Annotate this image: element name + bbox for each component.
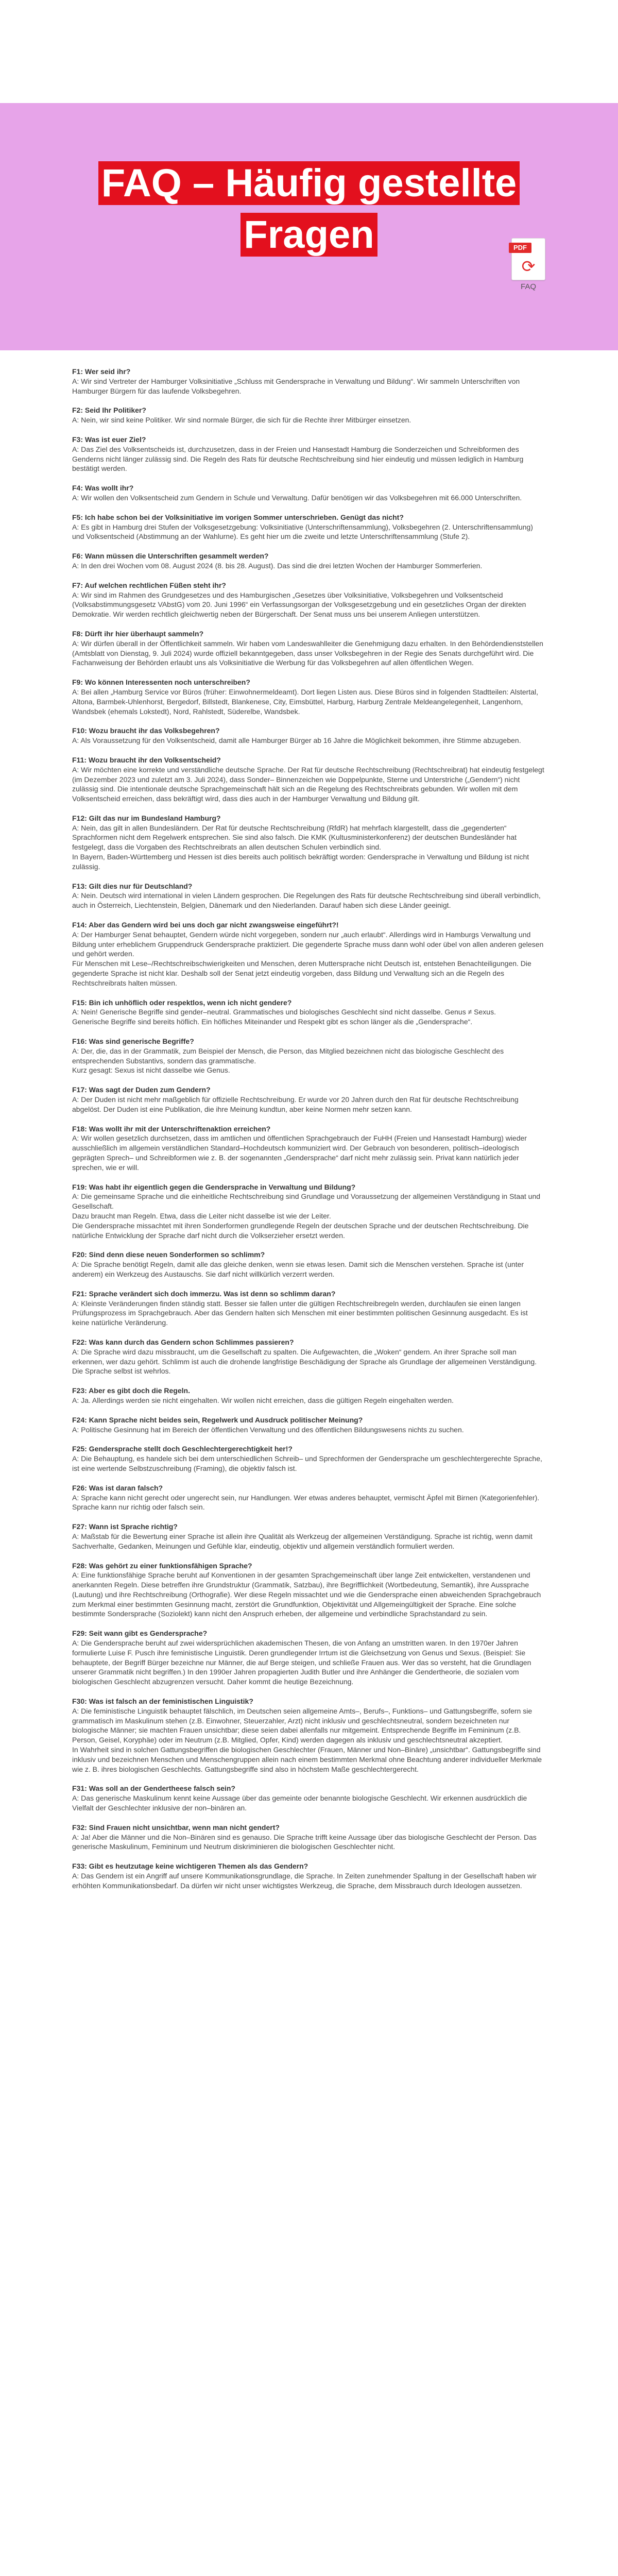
faq-answer: A: Eine funktionsfähige Sprache beruht auf Konventionen in der gesamten Sprachgemeinschaft über lange Zeit entwickelten, verstandenen und anerkannten Regeln. Diese betreffen ihre Grundstruktur (Grammatik, Satzbau), ihre Begrifflichkeit (Wortbedeutung, Semantik), ihre Aussprache (Lautung) und ihre Rechtschreibung (Orthografie). Wer diese Regeln missachtet und wie die Gendersprache einen abweichenden Sprachgebrauch zum Merkmal einer bestimmten Gesinnung macht, zerstört die Grundfunktion, Objektivität und Allgemeingültigkeit der Sprache. Eine solche bestimmte Sondersprache (Soziolekt) kann nicht den Anspruch erheben, der allgemeine und verbindliche Sprachstandard zu sein. [72,1571,541,1618]
faq-answer: A: Nein. Deutsch wird international in vielen Ländern gesprochen. Die Regelungen des Rats für deutsche Rechtschreibung sind überall verbindlich, auch in Österreich, Liechtenstein, Belgien, Dänemark und den Niederlanden. Darauf haben sich diese Länder geeinigt. [72,891,541,910]
faq-question: F1: Wer seid ihr? [72,367,131,376]
faq-question: F33: Gibt es heutzutage keine wichtigeren Themen als das Gendern? [72,1862,308,1871]
faq-answer: A: Wir wollen gesetzlich durchsetzen, dass im amtlichen und öffentlichen Sprachgebrauch der FuHH (Freien und Hansestadt Hamburg) wieder ausschließlich im allgemein verständlichen Standard–Hochdeutsch kommuniziert wird. Der Gebrauch von besonderen, politisch–ideologisch geprägten Sprech– und Schreibformen wie z. B. der sogenannten „Gendersprache“ darf nicht mehr zulässig sein. Privat kann natürlich jeder sprechen, wie er will. [72,1134,527,1172]
faq-answer: A: Maßstab für die Bewertung einer Sprache ist allein ihre Qualität als Werkzeug der allgemeinen Verständigung. Sprache ist richtig, wenn damit Sachverhalte, Gedanken, Meinungen und Gefühle klar, eindeutig, objektiv und allgemein verständlich formuliert werden. [72,1532,533,1550]
faq-answer: A: Der, die, das in der Grammatik, zum Beispiel der Mensch, die Person, das Mitglied bezeichnen nicht das biologische Geschlecht des entsprechenden Substantivs, sondern das grammatische. Kurz gesagt: Sexus ist nicht dasselbe wie Genus. [72,1046,504,1075]
faq-answer: A: In den drei Wochen vom 08. August 2024 (8. bis 28. August). Das sind die drei letzten Wochen der Hamburger Sommerferien. [72,561,483,570]
faq-item [72,1250,546,1279]
page-title-text: FAQ – Häufig gestellte Fragen [98,161,520,257]
faq-answer: A: Das Ziel des Volksentscheids ist, durchzusetzen, dass in der Freien und Hansestadt Hamburg die Sonderzeichen und Schreibformen des Genderns nicht länger zulässig sind. Die Regeln des Rats für deutsche Rechtschreibung sind hier eindeutig und müssen lediglich in Hamburg bestätigt werden. [72,445,524,473]
faq-item [72,1697,546,1774]
faq-answer: A: Wir sind im Rahmen des Grundgesetzes und des Hamburgischen „Gesetzes über Volksinitiative, Volksbegehren und Volksentscheid (Volksabstimmungsgesetz VAbstG) vom 20. Juni 1996“ ein Verfassungsorgan der Volksgesetzgebung und ein gesetzliches Organ der direkten Demokratie. Wir werden rechtlich gleichwertig neben der Bürgerschaft. Der Senat muss uns bei unserem Anliegen unterstützen. [72,590,526,619]
faq-item [72,1823,546,1852]
faq-question: F10: Wozu braucht ihr das Volksbegehren? [72,726,220,735]
faq-pdf-download-top[interactable] [508,238,549,291]
faq-answer: A: Die feministische Linguistik behauptet fälschlich, im Deutschen seien allgemeine Amts–, Berufs–, Funktions– und Gattungsbegriffe, sofern sie grammatisch im Maskulinum stehen (z.B. Einwohner, Steuerzahler, Arzt) nicht inklusiv und geschlechtsneutral, sondern bezeichneten nur biologische Männer; sie machten Frauen unsichtbar; diese seien dabei allenfalls nur mitgemeint. Entsprechende Begriffe im Femininum (z.B. Person, Geisel, Koryphäe) oder im Neutrum (z.B. Mitglied, Opfer, Kind) werden dagegen als inklusiv und geschlechtsneutral akzeptiert. In Wahrheit sind in solchen Gattungsbegriffen die biologischen Geschlechter (Frauen, Männer und Non–Binäre) „unsichtbar“. Gattungsbegriffe sind inklusiv und bezeichnen Menschen und Menschengruppen allein nach einem bestimmten Merkmal ohne Beachtung anderer individueller Merkmale wie z. B. ihres biologischen Geschlechts. Gattungsbegriffe sind also in höchstem Maße geschlechtergerecht. [72,1706,542,1773]
faq-answer: A: Die Sprache wird dazu missbraucht, um die Gesellschaft zu spalten. Die Aufgewachten, die „Woken“ gendern. An ihrer Sprache soll man erkennen, wer dazu gehört. Schlimm ist auch die drohende langfristige Beschädigung der Sprache als Grundlage der allgemeinen Verständigung. Die Sprache selbst ist wehrlos. [72,1347,537,1376]
acrobat-icon: ⟳ [521,257,536,276]
faq-item [72,1444,546,1473]
faq-answer: A: Ja. Allerdings werden sie nicht eingehalten. Wir wollen nicht erreichen, dass die gültigen Regeln eingehalten werden. [72,1396,454,1404]
page-title [98,158,520,261]
faq-answer: A: Nein, das gilt in allen Bundesländern. Der Rat für deutsche Rechtschreibung (RfdR) hat mehrfach klargestellt, dass die „gegenderten“ Sprachformen nicht dem Regelwerk entsprechen. Sie sind also falsch. Die KMK (Kultusministerkonferenz) der deutschen Bundesländer hat festgelegt, dass die Vorgaben des Rechtschreibrats an allen deutschen Schulen verbindlich sind. In Bayern, Baden-Württemberg und Hessen ist dies bereits auch politisch bekräftigt worden: Gendersprache in Verwaltung und Bildung ist nicht zulässig. [72,823,529,871]
faq-question: F2: Seid Ihr Politiker? [72,406,146,415]
faq-item [72,1182,546,1241]
faq-answer: A: Der Duden ist nicht mehr maßgeblich für offizielle Rechtschreibung. Er wurde vor 20 Jahren durch den Rat für deutsche Rechtschreibung abgelöst. Der Duden ist eine Publikation, die ihre Meinung kundtun, aber keine Normen mehr setzen kann. [72,1095,519,1113]
faq-item [72,882,546,910]
faq-question: F20: Sind denn diese neuen Sonderformen so schlimm? [72,1250,265,1259]
faq-item [72,920,546,988]
faq-question: F9: Wo können Interessenten noch unterschreiben? [72,678,250,687]
faq-item [72,1415,546,1435]
faq-answer: A: Es gibt in Hamburg drei Stufen der Volksgesetzgebung: Volksinitiative (Unterschriftensammlung), Volksbegehren (2. Unterschriftensammlung) und Volksentscheid (Abstimmung an der Wahlurne). Es geht hier um die zweite und letzte Unterschriftensammlung (Stufe 2). [72,522,533,541]
faq-question: F3: Was ist euer Ziel? [72,435,146,444]
faq-item [72,1289,546,1328]
faq-item [72,1386,546,1405]
faq-question: F12: Gilt das nur im Bundesland Hamburg? [72,814,221,822]
faq-answer: A: Als Voraussetzung für den Volksentscheid, damit alle Hamburger Bürger ab 16 Jahre die Möglichkeit bekommen, ihre Stimme abzugeben. [72,736,521,745]
faq-question: F28: Was gehört zu einer funktionsfähigen Sprache? [72,1561,252,1570]
faq-item [72,755,546,804]
faq-item [72,1337,546,1376]
faq-question: F14: Aber das Gendern wird bei uns doch gar nicht zwangsweise eingeführt?! [72,921,339,929]
faq-answer: A: Die Behauptung, es handele sich bei dem unterschiedlichen Schreib– und Sprechformen der Gendersprache um geschlechtergerechte Sprache, ist eine wertende Selbstzuschreibung (Framing), die objektiv falsch ist. [72,1454,542,1472]
faq-question: F19: Was habt ihr eigentlich gegen die Gendersprache in Verwaltung und Bildung? [72,1182,356,1191]
faq-answer: A: Bei allen „Hamburg Service vor Büros (früher: Einwohnermeldeamt). Dort liegen Listen aus. Diese Büros sind in folgenden Stadtteilen: Alstertal, Altona, Barmbek-Uhlenhorst, Bergedorf, Billstedt, Blankenese, City, Eimsbüttel, Harburg, Harburg Zentrale Meldeangelegenheit, Langenhorn, Wandsbek (ehemals Lokstedt), Nord, Rahlstedt, Süderelbe, Wandsbek. [72,687,539,716]
faq-item [72,435,546,473]
faq-answer: A: Sprache kann nicht gerecht oder ungerecht sein, nur Handlungen. Wer etwas anderes behauptet, vermischt Äpfel mit Birnen (Kategorienfehler). Sprache kann nur richtig oder falsch sein. [72,1493,540,1512]
faq-answer: A: Das generische Maskulinum kennt keine Aussage über das gemeinte oder benannte biologische Geschlecht. Wir erkennen ausdrücklich die Vielfalt der Geschlechter inklusive der non–binären an. [72,1794,527,1812]
faq-question: F7: Auf welchen rechtlichen Füßen steht ihr? [72,581,226,589]
faq-answer: A: Die Sprache benötigt Regeln, damit alle das gleiche denken, wenn sie etwas lesen. Damit sich die Menschen verstehen. Sprache ist (unter anderem) ein Werkzeug des Austauschs. Sie darf nicht willkürlich verzerrt werden. [72,1260,524,1278]
faq-question: F5: Ich habe schon bei der Volksinitiative im vorigen Sommer unterschrieben. Genügt das nicht? [72,513,404,521]
faq-item [72,483,546,503]
faq-question: F16: Was sind generische Begriffe? [72,1037,194,1046]
faq-answer: A: Nein! Generische Begriffe sind gender–neutral. Grammatisches und biologisches Geschlecht sind nicht dasselbe. Genus ≠ Sexus. Generische Begriffe sind bereits höflich. Ein höfliches Miteinander und Respekt gibt es schon länger als die „Gendersprache“. [72,1008,496,1026]
faq-question: F31: Was soll an der Gendertheese falsch sein? [72,1784,235,1793]
faq-question: F18: Was wollt ihr mit der Unterschriftenaktion erreichen? [72,1124,271,1133]
faq-question: F25: Gendersprache stellt doch Geschlechtergerechtigkeit her!? [72,1445,293,1453]
faq-answer: A: Der Hamburger Senat behauptet, Gendern würde nicht vorgegeben, sondern nur „auch erlaubt“. Allerdings wird in Hamburgs Verwaltung und Bildung unter erheblichem Gruppendruck Gendersprache praktiziert. Die gegenderte Sprache muss dann wohl oder übel von allen anderen gelesen und gehört werden. Für Menschen mit Lese–/Rechtschreibschwierigkeiten und Menschen, deren Muttersprache nicht Deutsch ist, entstehen Benachteiligungen. Die gegenderte Sprache ist nicht klar. Deshalb soll der Senat jetzt eindeutig vorgeben, dass Bildung und Verwaltung sich an die Regeln des Rechtschreibrats halten müssen. [72,930,544,987]
pdf-tag: PDF [509,243,531,253]
faq-question: F29: Seit wann gibt es Gendersprache? [72,1629,208,1638]
faq-item [72,1085,546,1114]
faq-item [72,1124,546,1173]
faq-item [72,1522,546,1551]
faq-answer: A: Nein, wir sind keine Politiker. Wir sind normale Bürger, die sich für die Rechte ihrer Mitbürger einsetzen. [72,416,411,425]
faq-question: F24: Kann Sprache nicht beides sein, Regelwerk und Ausdruck politischer Meinung? [72,1415,363,1424]
faq-question: F27: Wann ist Sprache richtig? [72,1522,178,1531]
faq-item [72,1784,546,1812]
faq-answer: A: Politische Gesinnung hat im Bereich der öffentlichen Verwaltung und des öffentlichen Bildungswesens nichts zu suchen. [72,1425,464,1434]
faq-question: F4: Was wollt ihr? [72,484,134,493]
faq-item [72,1861,546,1890]
faq-answer: A: Wir möchten eine korrekte und verständliche deutsche Sprache. Der Rat für deutsche Rechtschreibung (Rechtschreibrat) hat eindeutig festgelegt (im Dezember 2023 und zuletzt am 3. Juli 2024), dass Sonder– Binnenzeichen wie Doppelpunkte, Sterne und Unterstriche („Gendern“) nicht zulässig sind. Die intentionale deutsche Sprachgemeinschaft hält sich an die Regelung des Rechtschreibrats gebunden. Wir wollen mit dem Volksentscheid erreichen, dass bekräftigt wird, dass dies auch in der Hamburger Verwaltung und Bildung gilt. [72,765,544,803]
faq-answer: A: Wir wollen den Volksentscheid zum Gendern in Schule und Verwaltung. Dafür benötigen wir das Volksbegehren mit 66.000 Unterschriften. [72,493,522,502]
faq-question: F21: Sprache verändert sich doch immerzu. Was ist denn so schlimm daran? [72,1289,336,1298]
faq-question: F30: Was ist falsch an der feministischen Linguistik? [72,1697,253,1706]
faq-answer: A: Kleinste Veränderungen finden ständig statt. Besser sie fallen unter die gültigen Rechtschreibregeln werden, durchlaufen sie einen langen Prüfungsprozess im Sprachgebrauch. Aber das Gendern halten sich Menschen mit einer bestimmten politischen Gesinnung ausgedacht. Es ist keine natürliche Veränderung. [72,1299,528,1327]
faq-answer: A: Die gemeinsame Sprache und die einheitliche Rechtschreibung sind Grundlage und Voraussetzung der allgemeinen Verständigung in Staat und Gesellschaft. Dazu braucht man Regeln. Etwa, dass die Leiter nicht dasselbe ist wie der Leiter. Die Gendersprache missachtet mit ihren Sonderformen grundlegende Regeln der deutschen Sprache und der deutschen Rechtschreibung. Die natürliche Entwicklung der Sprache darf nicht durch die Volkserzieher ersetzt werden. [72,1192,541,1240]
faq-answer: A: Wir dürfen überall in der Öffentlichkeit sammeln. Wir haben vom Landeswahlleiter die Genehmigung dazu erhalten. In den Behördendienststellen (Amtsblatt von Dienstag, 9. Juli 2024) wurde offiziell bekanntgegeben, dass unser Volksbegehren in der Regie des Senats durchgeführt wird. Die Fachanweisung der Behörden erlaubt uns als Volksinitiative die Werbung für das Volksbegehren auf allen öffentlichen Wegen. [72,639,543,667]
faq-question: F15: Bin ich unhöflich oder respektlos, wenn ich nicht gendere? [72,998,292,1007]
faq-answer: A: Ja! Aber die Männer und die Non–Binären sind es genauso. Die Sprache trifft keine Aussage über das biologische Geschlecht der Person. Das generische Maskulinum, Femininum und Neutrum diskriminieren die biologischen Geschlechter nicht. [72,1833,537,1851]
faq-question: F23: Aber es gibt doch die Regeln. [72,1386,190,1395]
pdf-file-icon [511,238,545,280]
faq-question: F13: Gilt dies nur für Deutschland? [72,882,193,890]
faq-item [72,551,546,571]
faq-item [72,1483,546,1512]
faq-answer: A: Wir sind Vertreter der Hamburger Volksinitiative „Schluss mit Gendersprache in Verwaltung und Bildung“. Wir sammeln Unterschriften von Hamburger Bürgern für das laufende Volksbegehren. [72,377,520,395]
faq-item [72,1037,546,1075]
faq-item [72,581,546,619]
faq-answer: A: Die Gendersprache beruht auf zwei widersprüchlichen akademischen Thesen, die von Anfang an umstritten waren. In den 1970er Jahren formulierte Luise F. Pusch ihre feministische Linguistik. Deren grundlegender Irrtum ist die Gleichsetzung von Genus und Sexus. (Beispiel: Sie behauptete, der Begriff Bürger bezeichne nur Männer, die auf Berge steigen, und schließe Frauen aus. Wer das so versteht, hat die Grundlagen unserer Grammatik nicht begriffen.) In den 1990er Jahren propagierten Judith Butler und ihre Anhänger die Gendertheorie, die sozialen vom biologischen Geschlecht abzugrenzen versucht. Daher kommt die heutige Bezeichnung. [72,1639,531,1686]
faq-question: F32: Sind Frauen nicht unsichtbar, wenn man nicht gendert? [72,1823,280,1832]
faq-question: F17: Was sagt der Duden zum Gendern? [72,1086,211,1094]
faq-item [72,726,546,745]
faq-list [72,367,546,1901]
faq-question: F8: Dürft ihr hier überhaupt sammeln? [72,629,204,638]
faq-item [72,405,546,425]
faq-question: F26: Was ist daran falsch? [72,1483,163,1492]
faq-item [72,367,546,396]
faq-item [72,814,546,872]
faq-item [72,677,546,716]
faq-item [72,1629,546,1687]
faq-question: F22: Was kann durch das Gendern schon Schlimmes passieren? [72,1337,294,1346]
pdf-link-label: FAQ [520,282,536,291]
faq-item [72,513,546,541]
faq-answer: A: Das Gendern ist ein Angriff auf unsere Kommunikationsgrundlage, die Sprache. In Zeiten zunehmender Spaltung in der Gesellschaft haben wir erhöhten Kommunikationsbedarf. Da dürfen wir nicht unser wichtigstes Werkzeug, die Sprache, dem Missbrauch durch Ideologen aussetzen. [72,1872,537,1890]
faq-item [72,629,546,668]
faq-item [72,1561,546,1619]
faq-question: F6: Wann müssen die Unterschriften gesammelt werden? [72,552,269,561]
faq-item [72,998,546,1027]
faq-question: F11: Wozu braucht ihr den Volksentscheid? [72,755,221,764]
